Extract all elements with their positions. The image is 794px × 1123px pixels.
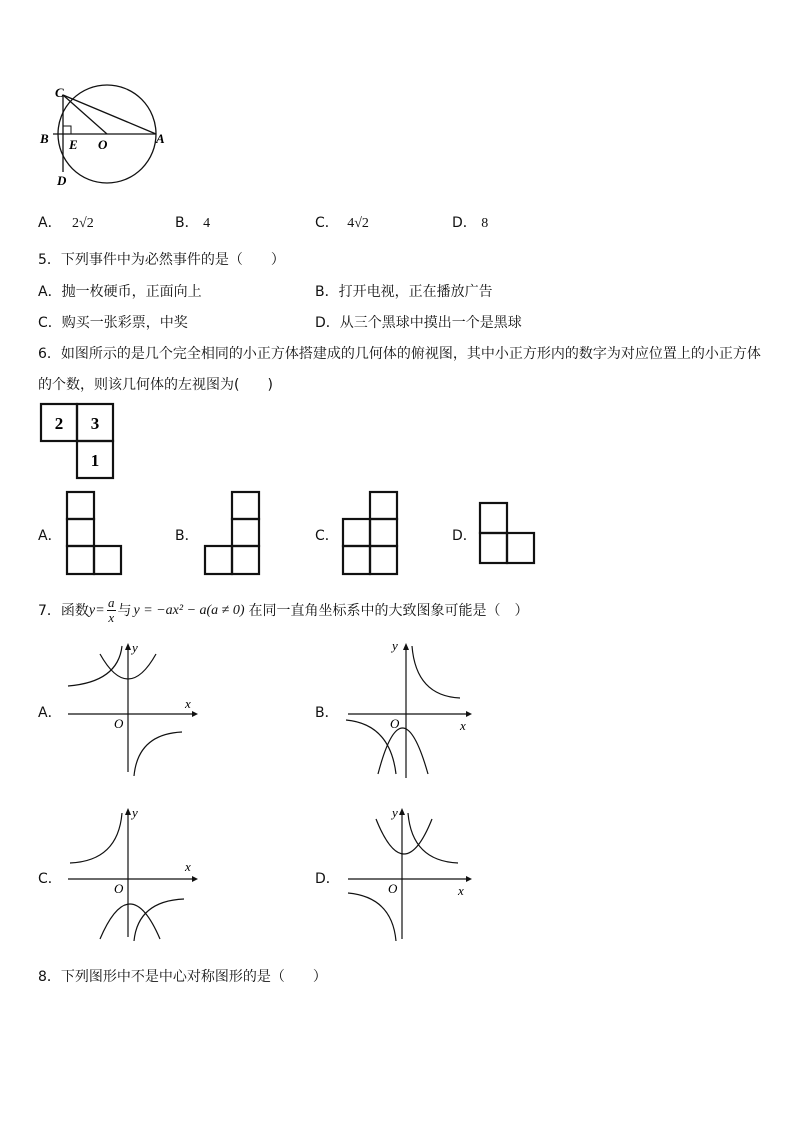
q5-option-b[interactable]: B．打开电视，正在播放广告 bbox=[315, 284, 493, 300]
q7-stem: 7．函数y= $\frac{a}{x}$ 与 y = −ax² − a(a ≠ 0) 在同一直角坐标系中的大致图象可能是（ ） bbox=[38, 595, 529, 625]
q6-option-d-figure[interactable] bbox=[478, 501, 536, 565]
label-c: C bbox=[55, 85, 64, 100]
x-axis-label: x bbox=[185, 859, 191, 874]
x-axis-label: x bbox=[185, 696, 191, 711]
y-axis-label: y bbox=[132, 805, 138, 820]
q7-graph-d[interactable] bbox=[340, 805, 480, 945]
func2-expression: y = −ax² − a(a ≠ 0) bbox=[133, 603, 245, 618]
origin-label: O bbox=[390, 716, 400, 731]
q5-stem: 5．下列事件中为必然事件的是（ ） bbox=[38, 252, 285, 268]
q6-option-c-figure[interactable] bbox=[341, 490, 399, 576]
circle-geometry-figure bbox=[35, 82, 175, 192]
q5-option-d[interactable]: D．从三个黑球中摸出一个是黑球 bbox=[315, 315, 522, 331]
q4-option-c[interactable]: C． 4√2 bbox=[315, 215, 369, 231]
y-axis-label: y bbox=[392, 638, 398, 653]
x-axis-label: x bbox=[460, 718, 466, 733]
q6-option-a-figure[interactable] bbox=[65, 490, 123, 576]
top-view-number: 1 bbox=[90, 451, 100, 470]
q6-option-a-label[interactable]: A． bbox=[38, 528, 62, 544]
q6-stem-line1: 6．如图所示的是几个完全相同的小正方体搭建成的几何体的俯视图，其中小正方形内的数字为对应位置上的小正方体 bbox=[38, 346, 761, 362]
q7-graph-c[interactable] bbox=[60, 805, 200, 945]
label-d: D bbox=[57, 173, 67, 188]
q8-stem: 8．下列图形中不是中心对称图形的是（ ） bbox=[38, 969, 327, 985]
q5-option-a[interactable]: A．抛一枚硬币，正面向上 bbox=[38, 284, 202, 300]
label-e: E bbox=[69, 137, 78, 152]
q4-option-d[interactable]: D． 8 bbox=[452, 215, 489, 231]
q6-option-c-label[interactable]: C． bbox=[315, 528, 339, 544]
fraction: $\frac{a}{x}$ bbox=[108, 595, 115, 625]
q6-option-b-label[interactable]: B． bbox=[175, 528, 199, 544]
origin-label: O bbox=[388, 881, 398, 896]
x-axis-label: x bbox=[458, 883, 464, 898]
q7-option-b-label[interactable]: B． bbox=[315, 705, 339, 721]
q4-option-b[interactable]: B． 4 bbox=[175, 215, 211, 231]
q6-top-view-figure bbox=[38, 402, 118, 482]
q7-option-d-label[interactable]: D． bbox=[315, 871, 340, 887]
q7-option-c-label[interactable]: C． bbox=[38, 871, 62, 887]
origin-label: O bbox=[114, 716, 124, 731]
q6-option-b-figure[interactable] bbox=[203, 490, 261, 576]
label-a: A bbox=[156, 131, 165, 146]
q6-stem-line2: 的个数，则该几何体的左视图为( ) bbox=[38, 377, 273, 393]
y-axis-label: y bbox=[392, 805, 398, 820]
func1-lhs: y= bbox=[88, 603, 105, 618]
q6-option-d-label[interactable]: D． bbox=[452, 528, 477, 544]
top-view-number: 3 bbox=[90, 414, 100, 433]
q7-graph-b[interactable] bbox=[340, 640, 480, 780]
q7-graph-a[interactable] bbox=[60, 640, 200, 780]
top-view-number: 2 bbox=[54, 414, 64, 433]
label-o: O bbox=[98, 137, 108, 152]
q4-option-a[interactable]: A． 2√2 bbox=[38, 215, 94, 231]
label-b: B bbox=[40, 131, 49, 146]
q7-option-a-label[interactable]: A． bbox=[38, 705, 62, 721]
q5-option-c[interactable]: C．购买一张彩票，中奖 bbox=[38, 315, 188, 331]
y-axis-label: y bbox=[132, 640, 138, 655]
origin-label: O bbox=[114, 881, 124, 896]
